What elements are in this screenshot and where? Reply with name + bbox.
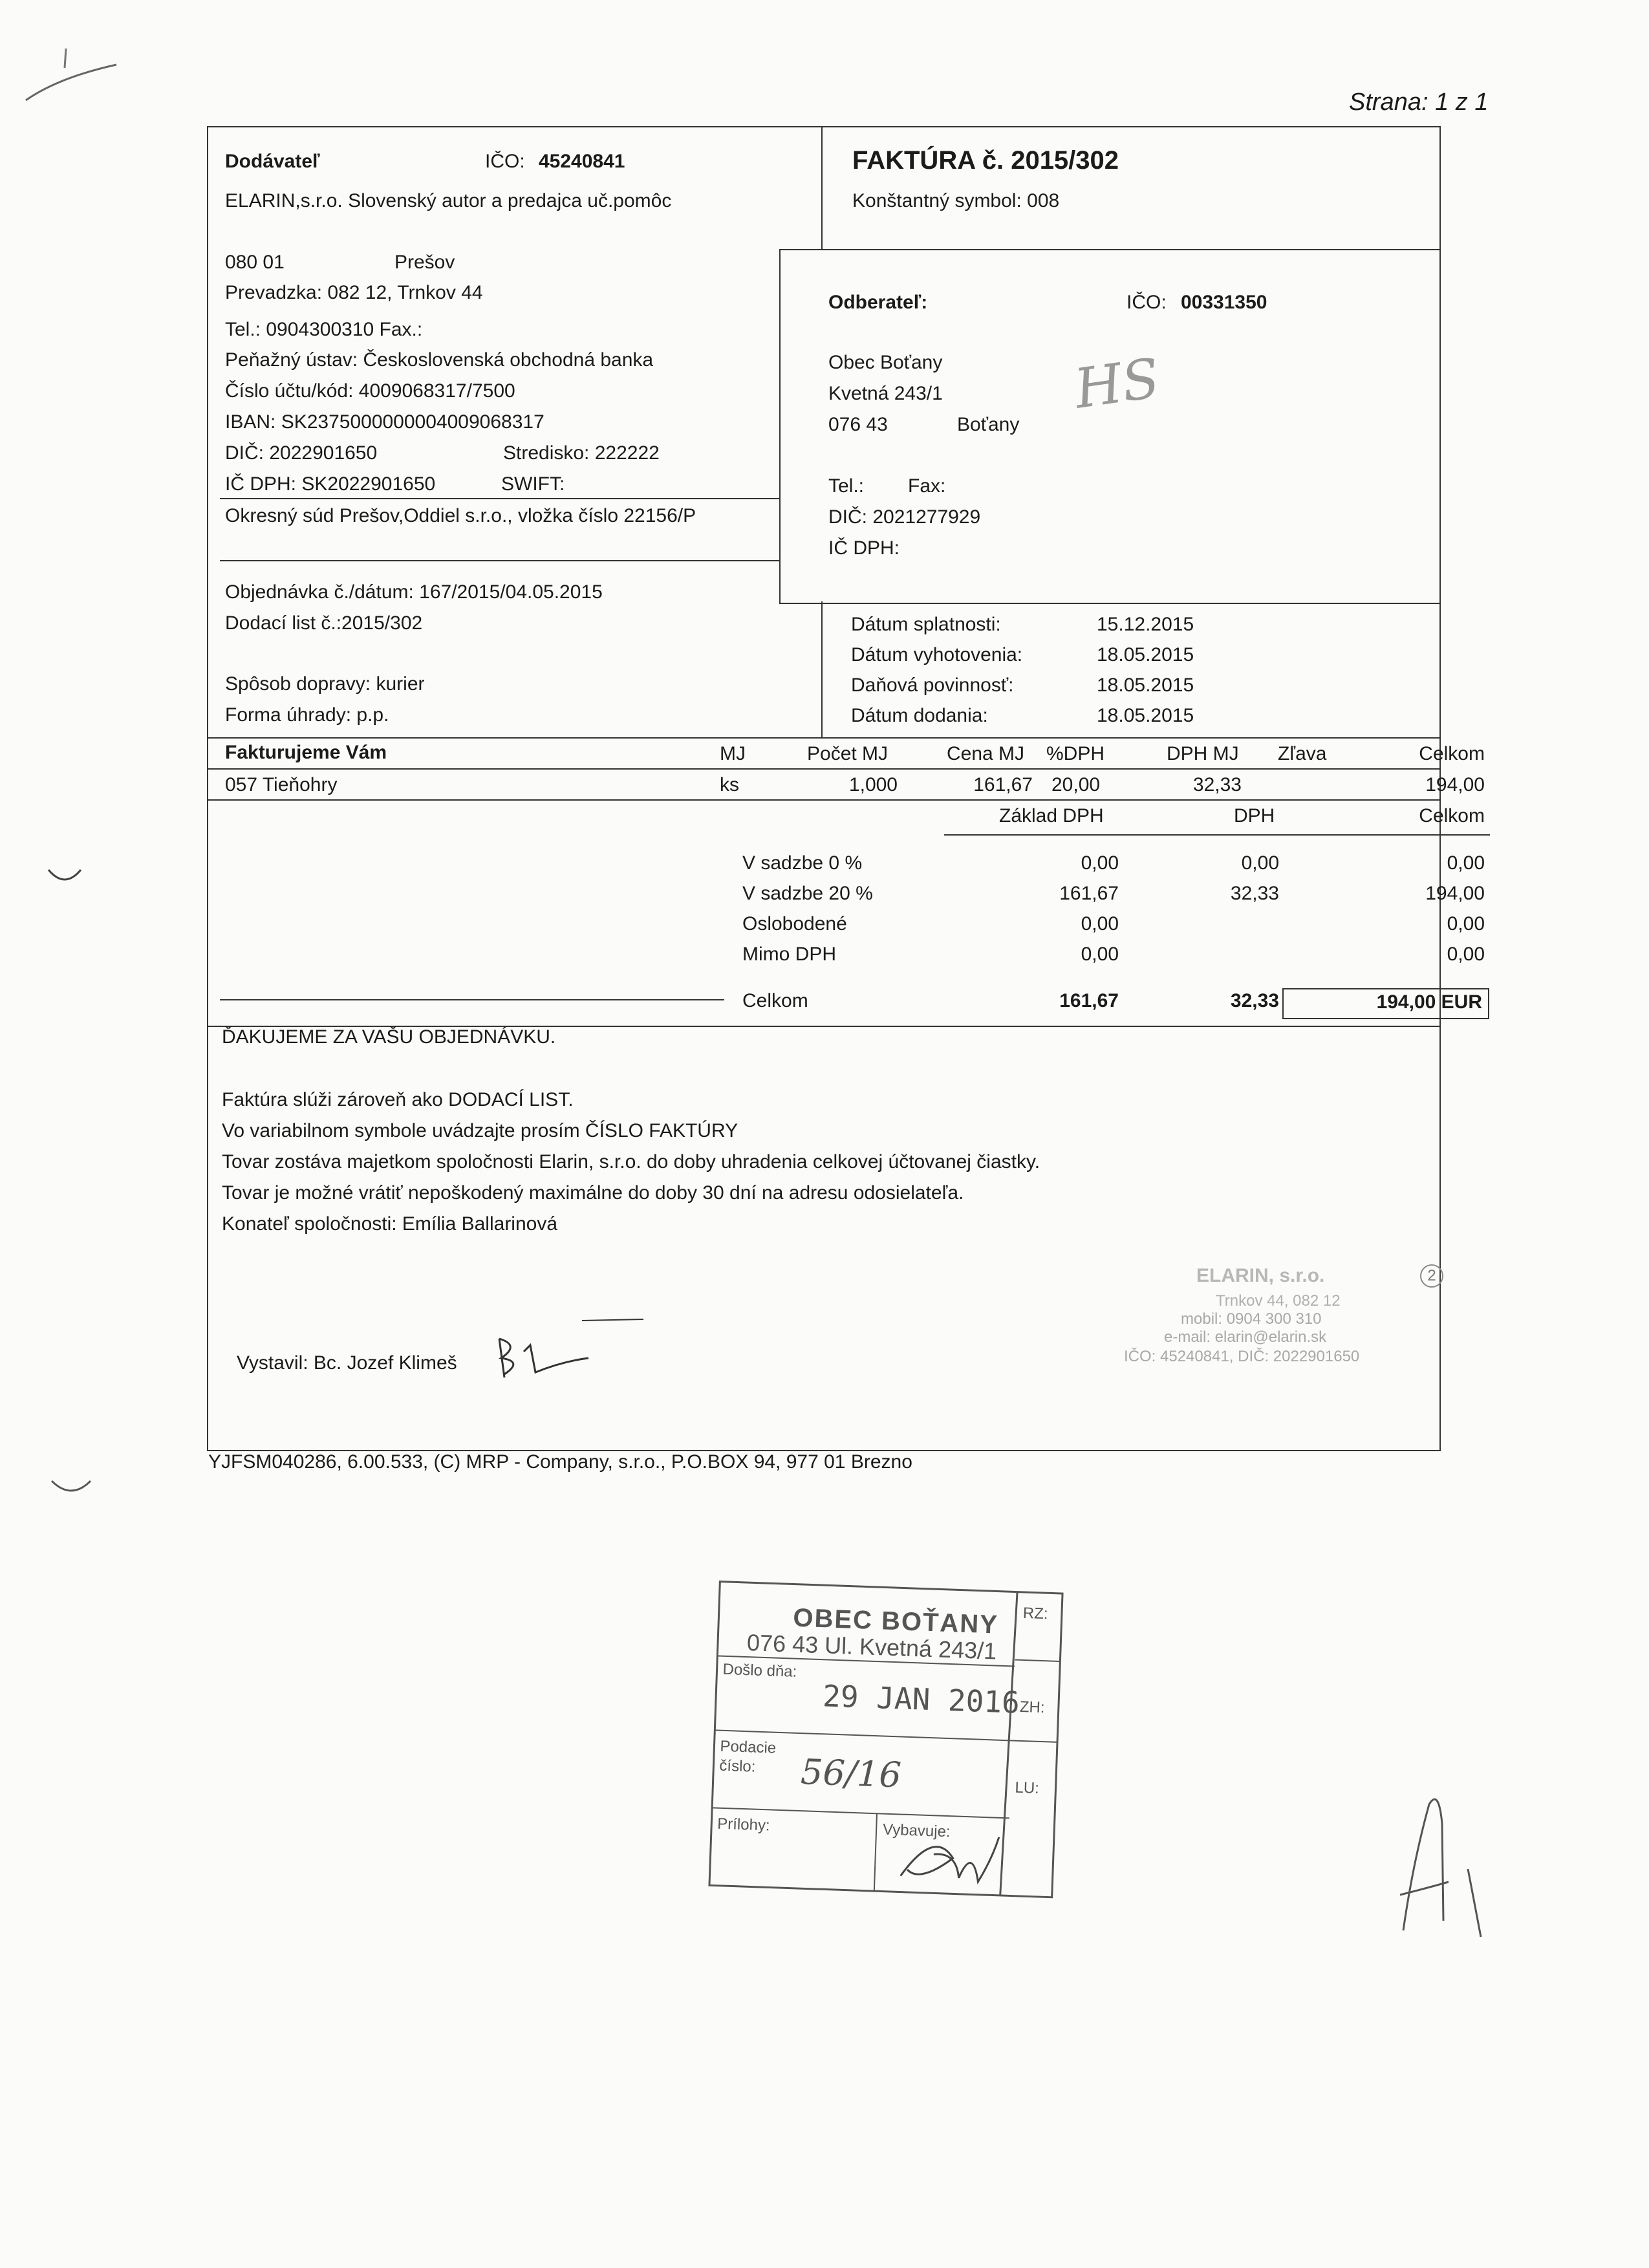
header-divider (821, 126, 823, 249)
company-stamp-line: mobil: 0904 300 310 (1181, 1310, 1322, 1328)
items-header-total: Celkom (1419, 743, 1485, 764)
issued-by: Vystavil: Bc. Jozef Klimeš (237, 1352, 457, 1374)
item-mj: ks (720, 774, 739, 795)
items-bottom-line (207, 799, 1439, 801)
items-header-price: Cena MJ (947, 743, 1025, 764)
date-label: Dátum vyhotovenia: (851, 644, 1023, 665)
summary-header-vat: DPH (1234, 805, 1275, 826)
summary-label: Mimo DPH (742, 944, 837, 965)
page-number: Strana: 1 z 1 (1349, 89, 1489, 116)
customer-ico-label: IČO: (1126, 292, 1167, 313)
note-line: Faktúra slúži zároveň ako DODACÍ LIST. (222, 1089, 574, 1110)
summary-total: 0,00 (1447, 913, 1485, 934)
stamp-lu-label: LU: (1015, 1778, 1040, 1797)
stamp-number-label: Podacie (720, 1737, 777, 1757)
company-stamp-name: ELARIN, s.r.o. (1196, 1265, 1325, 1286)
summary-vat: 32,33 (1230, 883, 1279, 904)
supplier-zip: 080 01 (225, 252, 285, 273)
items-header-mj: MJ (720, 743, 746, 764)
margin-mark (36, 844, 94, 889)
supplier-court: Okresný súd Prešov,Oddiel s.r.o., vložka číslo 22156/P (225, 505, 696, 526)
date-value: 18.05.2015 (1097, 675, 1194, 696)
item-vat-mj: 32,33 (1192, 774, 1242, 795)
items-header-discount: Zľava (1278, 743, 1327, 764)
date-label: Daňová povinnosť: (851, 675, 1014, 696)
stamp-rz-label: RZ: (1022, 1604, 1049, 1623)
items-line-top (207, 737, 1439, 739)
issuer-signature (485, 1313, 653, 1390)
stamp-number-label: číslo: (718, 1756, 756, 1776)
supplier-center: Stredisko: 222222 (503, 442, 660, 464)
summary-total: 0,00 (1447, 944, 1485, 965)
supplier-ico: 45240841 (539, 151, 625, 172)
customer-ico: 00331350 (1181, 292, 1267, 313)
grand-total-base: 161,67 (1059, 990, 1119, 1011)
supplier-branch: Prevadzka: 082 12, Trnkov 44 (225, 282, 483, 303)
payment-method: Forma úhrady: p.p. (225, 704, 389, 726)
dates-divider (821, 601, 823, 737)
items-header-desc: Fakturujeme Vám (225, 742, 387, 763)
court-line-bottom (220, 560, 779, 561)
items-header-line (207, 768, 1439, 770)
summary-header-line (944, 834, 1490, 836)
supplier-ico-label: IČO: (485, 151, 525, 172)
date-label: Dátum dodania: (851, 705, 988, 726)
supplier-bank: Peňažný ústav: Československá obchodná banka (225, 349, 654, 371)
supplier-tel: Tel.: 0904300310 Fax.: (225, 319, 423, 340)
delivery-note: Dodací list č.:2015/302 (225, 612, 423, 634)
stamp-address: 076 43 Ul. Kvetná 243/1 (746, 1629, 997, 1665)
summary-total: 194,00 (1425, 883, 1485, 904)
supplier-title: Dodávateľ (225, 151, 320, 172)
handwritten-mark (1390, 1785, 1507, 1953)
customer-name: Obec Boťany (828, 352, 943, 373)
supplier-icdph: IČ DPH: SK2022901650 (225, 473, 436, 495)
item-qty: 1,000 (848, 774, 898, 795)
summary-vat: 0,00 (1241, 852, 1279, 874)
note-line: Tovar je možné vrátiť nepoškodený maximálne do doby 30 dní na adresu odosielateľa. (222, 1182, 964, 1204)
order-number: Objednávka č./dátum: 167/2015/04.05.2015 (225, 581, 603, 603)
stamp-zh-label: ZH: (1019, 1698, 1046, 1717)
margin-mark (45, 1462, 103, 1507)
summary-total: 0,00 (1447, 852, 1485, 874)
supplier-dic: DIČ: 2022901650 (225, 442, 378, 464)
summary-base: 0,00 (1081, 944, 1119, 965)
note-line: Vo variabilnom symbole uvádzajte prosím ČÍSLO FAKTÚRY (222, 1120, 738, 1141)
transport-method: Spôsob dopravy: kurier (225, 673, 425, 695)
item-vat-pct: 20,00 (1051, 774, 1101, 795)
item-total: 194,00 (1425, 774, 1485, 795)
customer-tel: Tel.: (828, 475, 865, 497)
stamp-number: 56/16 (800, 1751, 902, 1796)
company-stamp-line: e-mail: elarin@elarin.sk (1164, 1328, 1327, 1346)
thanks-text: ĎAKUJEME ZA VAŠU OBJEDNÁVKU. (222, 1026, 556, 1048)
circled-mark: 2 (1420, 1264, 1443, 1288)
supplier-account: Číslo účtu/kód: 4009068317/7500 (225, 380, 515, 402)
note-line: Tovar zostáva majetkom spoločnosti Elarin, s.r.o. do doby uhradenia celkovej účtovanej čiastky. (222, 1151, 1040, 1172)
summary-label: Oslobodené (742, 913, 847, 934)
items-header-qty: Počet MJ (807, 743, 889, 764)
grand-total-amount: 194,00 EUR (1376, 991, 1482, 1013)
company-stamp-line: IČO: 45240841, DIČ: 2022901650 (1124, 1348, 1360, 1365)
items-header-vat-pct: %DPH (1046, 743, 1105, 764)
item-price: 161,67 (973, 774, 1033, 795)
customer-dic: DIČ: 2021277929 (828, 506, 981, 528)
court-line-top (220, 498, 779, 499)
handwritten-initials: HS (1070, 346, 1163, 421)
customer-zip: 076 43 (828, 414, 888, 435)
note-line: Konateľ spoločnosti: Emília Ballarinová (222, 1213, 558, 1235)
customer-fax: Fax: (908, 475, 946, 497)
date-value: 18.05.2015 (1097, 644, 1194, 665)
footer-software: YJFSM040286, 6.00.533, (C) MRP - Company, s.r.o., P.O.BOX 94, 977 01 Brezno (208, 1451, 912, 1473)
stamp-handler-label: Vybavuje: (882, 1820, 951, 1841)
customer-street: Kvetná 243/1 (828, 383, 943, 404)
grand-total-vat: 32,33 (1230, 990, 1279, 1011)
stamp-org: OBEC BOŤANY (792, 1603, 999, 1639)
invoice-title: FAKTÚRA č. 2015/302 (852, 146, 1119, 175)
constant-symbol: Konštantný symbol: 008 (852, 190, 1060, 211)
stamp-received-date: 29 JAN 2016 (822, 1678, 1020, 1720)
company-stamp-line: Trnkov 44, 082 12 (1216, 1292, 1341, 1310)
grand-total-label: Celkom (742, 990, 808, 1011)
stamp-attachments-label: Prílohy: (717, 1815, 771, 1835)
supplier-iban: IBAN: SK2375000000004009068317 (225, 411, 544, 433)
summary-base: 0,00 (1081, 852, 1119, 874)
date-label: Dátum splatnosti: (851, 614, 1001, 635)
summary-base: 0,00 (1081, 913, 1119, 934)
margin-scribble (19, 39, 136, 116)
supplier-city: Prešov (394, 252, 455, 273)
supplier-name: ELARIN,s.r.o. Slovenský autor a predajca uč.pomôc (225, 190, 672, 211)
grand-total-rule (220, 999, 724, 1000)
summary-label: V sadzbe 0 % (742, 852, 863, 874)
supplier-swift: SWIFT: (501, 473, 565, 495)
summary-base: 161,67 (1059, 883, 1119, 904)
summary-header-base: Základ DPH (999, 805, 1104, 826)
items-header-vat-mj: DPH MJ (1167, 743, 1239, 764)
customer-city: Boťany (957, 414, 1020, 435)
handler-signature (893, 1830, 1006, 1905)
customer-icdph: IČ DPH: (828, 537, 900, 559)
date-value: 15.12.2015 (1097, 614, 1194, 635)
summary-label: V sadzbe 20 % (742, 883, 873, 904)
summary-header-total: Celkom (1419, 805, 1485, 826)
date-value: 18.05.2015 (1097, 705, 1194, 726)
registry-stamp (680, 1571, 1105, 1908)
stamp-received-label: Došlo dňa: (722, 1660, 797, 1681)
customer-title: Odberateľ: (828, 292, 928, 313)
item-desc: 057 Tieňohry (225, 774, 338, 795)
